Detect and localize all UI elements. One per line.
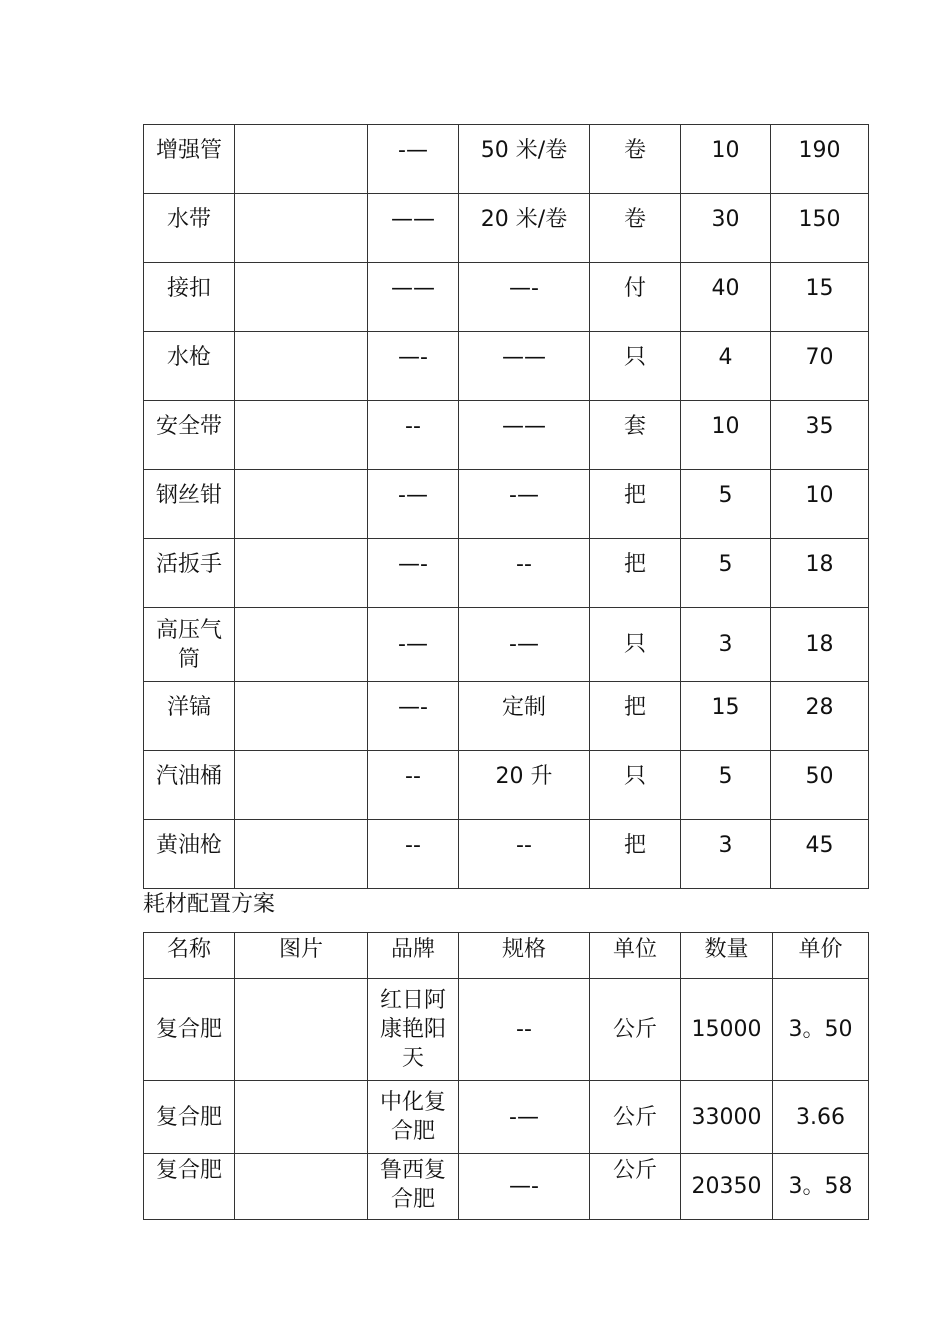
item-spec: --	[459, 820, 590, 889]
item-name: 汽油桶	[144, 751, 235, 820]
item-spec: —-	[459, 263, 590, 332]
item-qty: 4	[681, 332, 771, 401]
item-image	[235, 470, 368, 539]
item-brand: ——	[368, 263, 459, 332]
item-image	[235, 1081, 368, 1154]
item-image	[235, 608, 368, 682]
item-unit: 只	[590, 608, 681, 682]
item-brand-text: 鲁西复合肥	[379, 1158, 446, 1212]
item-unit: 卷	[590, 125, 681, 194]
table-row	[144, 263, 869, 332]
table-row	[144, 608, 869, 682]
item-image	[235, 194, 368, 263]
item-spec: -—	[459, 1081, 590, 1154]
table-row	[144, 1154, 869, 1220]
header-price: 单价	[773, 933, 869, 979]
item-name-text: 高压气筒	[155, 617, 222, 672]
header-name: 名称	[144, 933, 235, 979]
item-qty: 5	[681, 470, 771, 539]
item-brand-text: 中化复合肥	[379, 1090, 446, 1144]
item-image	[235, 682, 368, 751]
header-unit: 单位	[590, 933, 681, 979]
item-image	[235, 332, 368, 401]
header-brand: 品牌	[368, 933, 459, 979]
item-unit: 把	[590, 470, 681, 539]
item-image	[235, 401, 368, 470]
item-image	[235, 751, 368, 820]
item-image	[235, 539, 368, 608]
item-name: 复合肥	[144, 1154, 235, 1220]
item-qty: 33000	[681, 1081, 773, 1154]
item-unit: 付	[590, 263, 681, 332]
item-unit: 只	[590, 751, 681, 820]
item-price: 35	[771, 401, 869, 470]
item-spec: —-	[459, 1154, 590, 1220]
item-name: 钢丝钳	[144, 470, 235, 539]
item-qty: 15000	[681, 979, 773, 1081]
item-unit: 卷	[590, 194, 681, 263]
header-qty: 数量	[681, 933, 773, 979]
item-qty: 15	[681, 682, 771, 751]
item-price: 15	[771, 263, 869, 332]
table-header-row	[144, 933, 869, 979]
item-price: 18	[771, 539, 869, 608]
consumables-table	[143, 932, 869, 1220]
item-brand: --	[368, 401, 459, 470]
item-name: 安全带	[144, 401, 235, 470]
item-price: 50	[771, 751, 869, 820]
item-name	[144, 608, 235, 682]
item-image	[235, 979, 368, 1081]
table-row	[144, 125, 869, 194]
item-name: 黄油枪	[144, 820, 235, 889]
item-price: 3.66	[773, 1081, 869, 1154]
item-price: 28	[771, 682, 869, 751]
item-brand: ——	[368, 194, 459, 263]
item-name: 接扣	[144, 263, 235, 332]
item-brand: -—	[368, 125, 459, 194]
table-row	[144, 820, 869, 889]
table-row	[144, 194, 869, 263]
item-spec: -—	[459, 470, 590, 539]
item-price: 18	[771, 608, 869, 682]
item-spec: 50 米/卷	[459, 125, 590, 194]
item-name: 水枪	[144, 332, 235, 401]
item-qty: 20350	[681, 1154, 773, 1220]
item-spec: 20 米/卷	[459, 194, 590, 263]
table-row	[144, 751, 869, 820]
item-name: 复合肥	[144, 1081, 235, 1154]
item-brand: -—	[368, 608, 459, 682]
item-unit: 只	[590, 332, 681, 401]
item-qty: 10	[681, 401, 771, 470]
item-price: 3。58	[773, 1154, 869, 1220]
table-row	[144, 682, 869, 751]
table-row	[144, 332, 869, 401]
item-spec: -—	[459, 608, 590, 682]
item-brand: —-	[368, 682, 459, 751]
item-brand: —-	[368, 332, 459, 401]
item-brand: --	[368, 820, 459, 889]
item-unit: 把	[590, 539, 681, 608]
item-price: 150	[771, 194, 869, 263]
item-spec: 定制	[459, 682, 590, 751]
item-spec: ——	[459, 332, 590, 401]
item-spec: 20 升	[459, 751, 590, 820]
item-unit: 把	[590, 682, 681, 751]
table-row	[144, 470, 869, 539]
item-unit: 公斤	[590, 1154, 681, 1220]
item-qty: 30	[681, 194, 771, 263]
item-spec: --	[459, 539, 590, 608]
item-brand: —-	[368, 539, 459, 608]
item-brand-text: 红日阿康艳阳天	[379, 988, 446, 1071]
item-brand: -—	[368, 470, 459, 539]
item-unit: 公斤	[590, 979, 681, 1081]
item-price: 45	[771, 820, 869, 889]
item-price: 70	[771, 332, 869, 401]
item-name: 增强管	[144, 125, 235, 194]
item-price: 3。50	[773, 979, 869, 1081]
item-brand	[368, 1154, 459, 1220]
item-image	[235, 263, 368, 332]
item-unit: 把	[590, 820, 681, 889]
table-row	[144, 401, 869, 470]
item-qty: 5	[681, 539, 771, 608]
table-row	[144, 1081, 869, 1154]
item-price: 10	[771, 470, 869, 539]
item-name: 洋镐	[144, 682, 235, 751]
item-qty: 5	[681, 751, 771, 820]
item-qty: 40	[681, 263, 771, 332]
item-qty: 10	[681, 125, 771, 194]
item-name: 活扳手	[144, 539, 235, 608]
item-image	[235, 820, 368, 889]
item-qty: 3	[681, 608, 771, 682]
table-row	[144, 979, 869, 1081]
item-name: 复合肥	[144, 979, 235, 1081]
item-brand	[368, 979, 459, 1081]
header-image: 图片	[235, 933, 368, 979]
item-spec: --	[459, 979, 590, 1081]
item-unit: 套	[590, 401, 681, 470]
item-name: 水带	[144, 194, 235, 263]
equipment-table	[143, 124, 869, 889]
item-image	[235, 125, 368, 194]
item-image	[235, 1154, 368, 1220]
item-price: 190	[771, 125, 869, 194]
section-caption: 耗材配置方案	[143, 892, 276, 917]
item-unit: 公斤	[590, 1081, 681, 1154]
item-spec: ——	[459, 401, 590, 470]
header-spec: 规格	[459, 933, 590, 979]
item-brand: --	[368, 751, 459, 820]
table-row	[144, 539, 869, 608]
item-brand	[368, 1081, 459, 1154]
item-qty: 3	[681, 820, 771, 889]
